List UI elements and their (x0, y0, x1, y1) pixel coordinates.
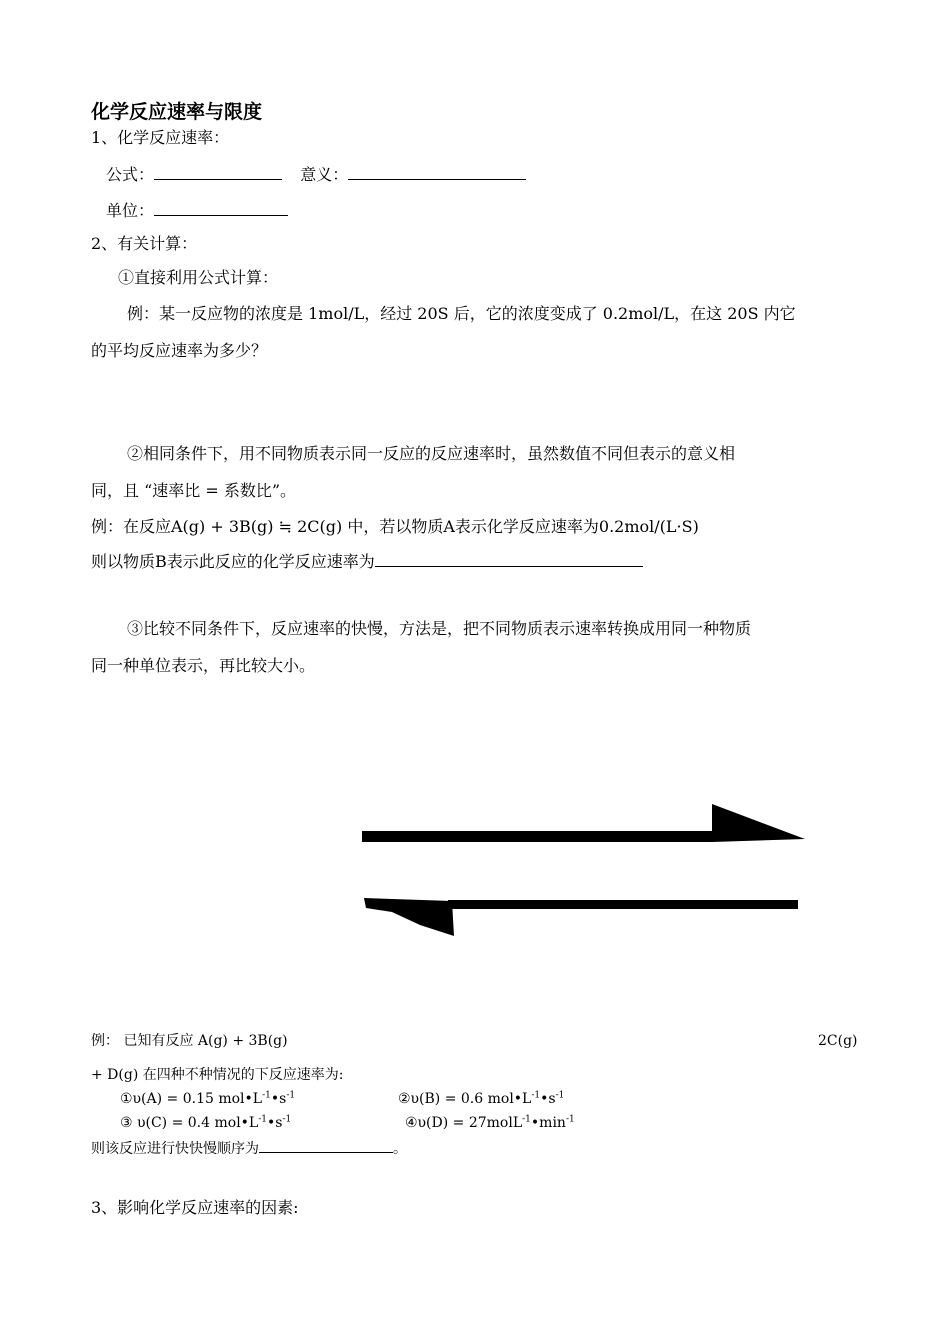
rate-a: ①υ(A) = 0.15 $mol•L^{-1}•s^{-1}$ (120, 1090, 296, 1107)
example-2-text: 则以物质B表示此反应的化学反应速率为 (91, 552, 375, 571)
example-3-line-1-left: 例： 已知有反应 A(g) + 3B(g) (91, 1033, 288, 1049)
page-title: 化学反应速率与限度 (91, 101, 263, 123)
example-2-line-1: 例：在反应A(g) + 3B(g) ≒ 2C(g) 中，若以物质A表示化学反应速率为0.2mol/(L·S) (91, 517, 699, 536)
forward-arrow (362, 804, 805, 842)
formula-label: 公式： (106, 165, 155, 184)
example-3-line-1-right: 2C(g) (818, 1033, 858, 1049)
item-1: ①直接利用公式计算： (118, 268, 279, 287)
example-3-blank[interactable] (259, 1139, 393, 1153)
rate-d: ④υ(D) = $27molL^{-1}•\min^{-1}$ (405, 1114, 575, 1131)
reverse-arrow (364, 898, 798, 936)
example-1-line-2: 的平均反应速率为多少？ (91, 341, 268, 360)
item-2-line-2: 同，且 “速率比 = 系数比”。 (91, 481, 297, 500)
item-3-line-1: ③比较不同条件下，反应速率的快慢，方法是，把不同物质表示速率转换成用同一种物质 (127, 619, 752, 638)
item-2-line-1: ②相同条件下，用不同物质表示同一反应的反应速率时，虽然数值不同但表示的意义相 (127, 444, 736, 463)
section-1-heading: 1、化学反应速率： (91, 128, 230, 147)
meaning-label: 意义： (300, 165, 349, 184)
section-3-heading: 3、影响化学反应速率的因素: (91, 1198, 299, 1217)
section-2-heading: 2、有关计算： (91, 234, 198, 253)
rate-c: ③ υ(C) = 0.4 $mol•L^{-1}•s^{-1}$ (120, 1114, 292, 1131)
example-1-line-1: 例：某一反应物的浓度是 1mol/L，经过 20S 后，它的浓度变成了 0.2mol/L，在这 20S 内它 (127, 304, 796, 323)
unit-label: 单位： (106, 201, 155, 220)
example-3-line-2: + D(g) 在四种不种情况的下反应速率为: (91, 1067, 344, 1083)
rate-b: ②υ(B) = 0.6 $mol•L^{-1}•s^{-1}$ (398, 1090, 565, 1107)
item-3-line-2: 同一种单位表示，再比较大小。 (91, 656, 316, 675)
example-3-conclusion: 则该反应进行快快慢顺序为 。 (91, 1141, 407, 1157)
